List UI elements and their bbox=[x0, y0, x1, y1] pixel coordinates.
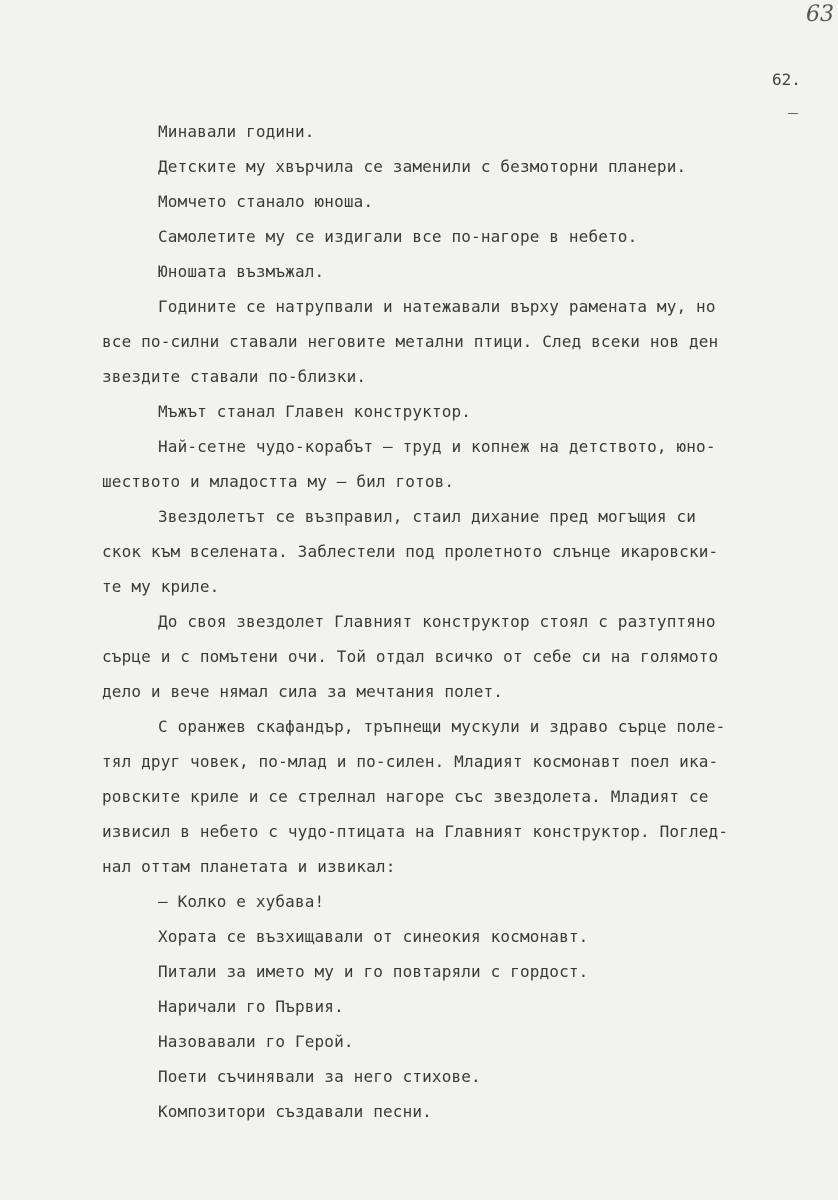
text-line: Назовавали го Герой. bbox=[158, 1032, 354, 1051]
text-line: Хората се възхищавали от синеокия космонавт. bbox=[158, 927, 589, 946]
text-line: тял друг човек, по-млад и по-силен. Младият космонавт поел ика- bbox=[102, 752, 719, 771]
text-line: До своя звездолет Главният конструктор стоял с разтуптяно bbox=[158, 612, 716, 631]
text-line: Детските му хвърчила се заменили с безмоторни планери. bbox=[158, 157, 687, 176]
text-line: Годините се натрупвали и натежавали върху рамената му, но bbox=[158, 297, 716, 316]
text-line: Минавали години. bbox=[158, 122, 315, 141]
text-line: Юношата възмъжал. bbox=[158, 262, 325, 281]
document-body bbox=[102, 114, 792, 1129]
text-line: ровските криле и се стрелнал нагоре със звездолета. Младият се bbox=[102, 787, 709, 806]
text-line: все по-силни ставали неговите метални птици. След всеки нов ден bbox=[102, 332, 719, 351]
text-line: те му криле. bbox=[102, 577, 220, 596]
text-line: шеството и младостта му – бил готов. bbox=[102, 472, 455, 491]
text-line: Самолетите му се издигали все по-нагоре в небето. bbox=[158, 227, 638, 246]
text-line: Наричали го Първия. bbox=[158, 997, 344, 1016]
text-line: извисил в небето с чудо-птицата на Главният конструктор. Поглед- bbox=[102, 822, 729, 841]
text-line: – Колко е хубава! bbox=[158, 892, 325, 911]
text-line: Мъжът станал Главен конструктор. bbox=[158, 402, 472, 421]
text-line: сърце и с помътени очи. Той отдал всичко от себе си на голямото bbox=[102, 647, 719, 666]
text-line: Звездолетът се възправил, стаил дихание пред могъщия си bbox=[158, 507, 697, 526]
text-line: Най-сетне чудо-корабът – труд и копнеж на детството, юно- bbox=[158, 437, 716, 456]
text-line: скок към вселената. Заблестели под пролетното слънце икаровски- bbox=[102, 542, 719, 561]
text-line: дело и вече нямал сила за мечтания полет. bbox=[102, 682, 504, 701]
typed-page-number: 62. bbox=[772, 70, 801, 89]
text-line: звездите ставали по-близки. bbox=[102, 367, 367, 386]
handwritten-page-number: 63 bbox=[806, 2, 834, 27]
text-line: Поети съчинявали за него стихове. bbox=[158, 1067, 481, 1086]
text-line: С оранжев скафандър, тръпнещи мускули и здраво сърце поле- bbox=[158, 717, 726, 736]
text-line: нал оттам планетата и извикал: bbox=[102, 857, 396, 876]
text-line: Питали за името му и го повтаряли с гордост. bbox=[158, 962, 589, 981]
text-line: Момчето станало юноша. bbox=[158, 192, 374, 211]
text-line: Композитори създавали песни. bbox=[158, 1102, 432, 1121]
